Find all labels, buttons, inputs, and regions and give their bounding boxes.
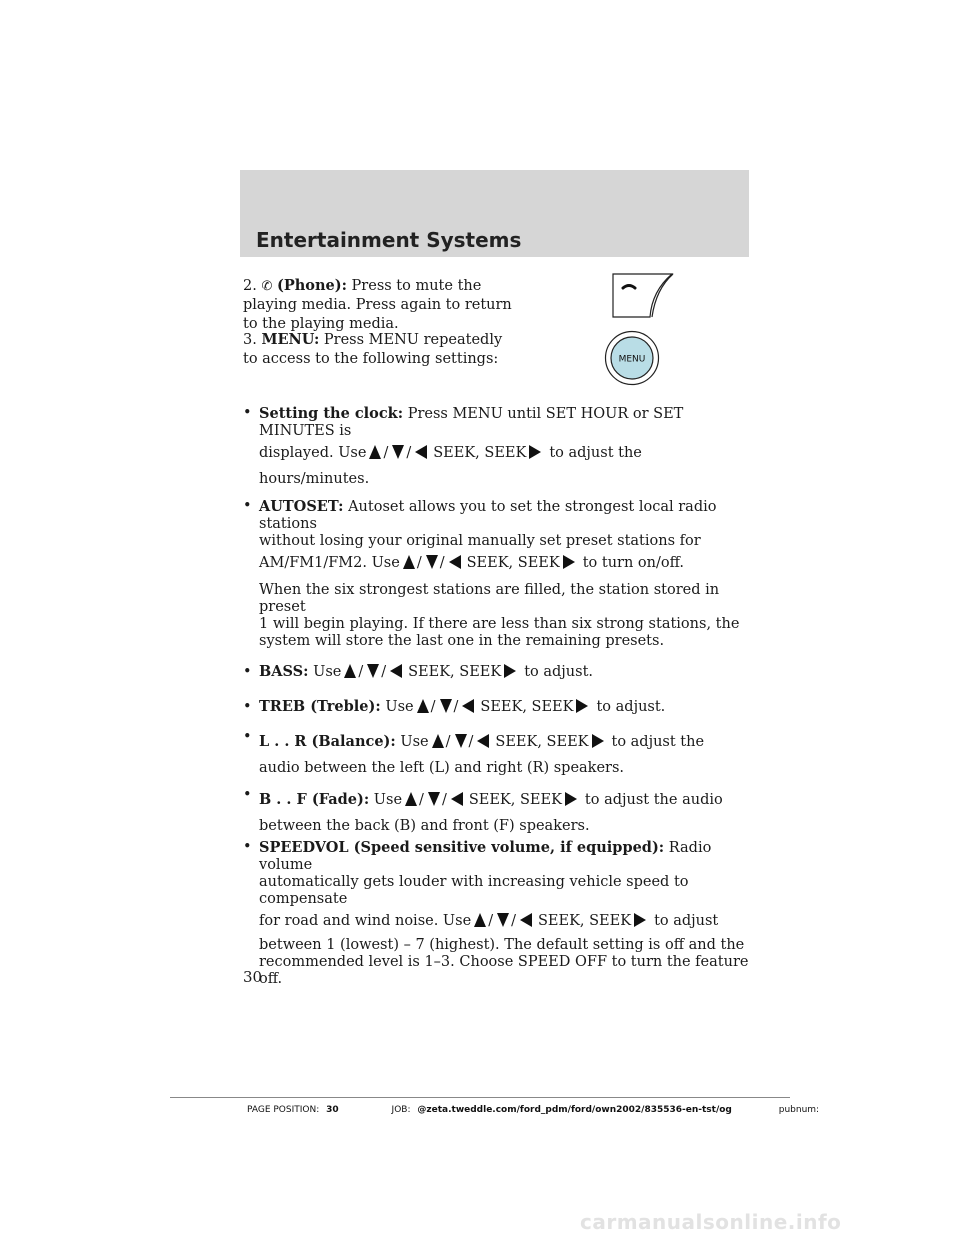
menu-knob-label: MENU bbox=[618, 354, 646, 365]
clock-text-2: displayed. Use bbox=[259, 445, 367, 461]
list-item-speedvol: • SPEEDVOL (Speed sensitive volume, if equipped): Radio volume automatically gets louder with increasing vehicle speed to compensate for road and wind noise. Use / / SEEK, SEEK to adjust between 1 (lowest) – 7 (highest). The default setting is off and the recommended level is 1–3. Choose SPEED OFF to turn the feature off. bbox=[243, 839, 753, 988]
seek-text: SEEK, SEEK bbox=[466, 555, 560, 571]
up-arrow-icon bbox=[403, 555, 415, 569]
seek-right-icon bbox=[592, 734, 604, 748]
list-item-balance: • L . . R (Balance): Use / / SEEK, SEEK to adjust the audio between the left (L) and right (R) speakers. bbox=[243, 729, 753, 781]
balance-text: to adjust the bbox=[611, 734, 705, 750]
up-arrow-icon bbox=[369, 445, 381, 459]
seek-left-icon bbox=[462, 699, 474, 713]
watermark: carmanualsonline.info bbox=[580, 1210, 842, 1234]
footer-divider bbox=[170, 1097, 790, 1098]
clock-text-4: hours/minutes. bbox=[259, 471, 370, 487]
autoset-text-4: to turn on/off. bbox=[582, 555, 684, 571]
autoset-label: AUTOSET: bbox=[259, 498, 344, 515]
speedvol-text-6: recommended level is 1–3. Choose SPEED OFF to turn the feature off. bbox=[259, 954, 749, 987]
up-arrow-icon bbox=[417, 699, 429, 713]
autoset-note: When the six strongest stations are filled, the station stored in preset bbox=[259, 582, 720, 615]
menu-item-number: 3. bbox=[243, 332, 257, 348]
fade-use: Use bbox=[373, 792, 403, 808]
seek-text: SEEK, SEEK bbox=[408, 664, 502, 680]
phone-item-number: 2. bbox=[243, 278, 257, 294]
treble-use: Use bbox=[385, 699, 414, 715]
menu-knob-illustration bbox=[604, 330, 660, 386]
seek-text: SEEK, SEEK bbox=[480, 699, 574, 715]
down-arrow-icon bbox=[440, 699, 452, 713]
seek-left-icon bbox=[415, 445, 427, 459]
speedvol-label: SPEEDVOL (Speed sensitive volume, if equipped): bbox=[259, 839, 665, 856]
clock-label: Setting the clock: bbox=[259, 405, 404, 422]
phone-item-text-3: to the playing media. bbox=[243, 316, 399, 332]
list-item-clock: • Setting the clock: Press MENU until SET HOUR or SET MINUTES is displayed. Use / / SEEK, SEEK to adjust the hours/minutes. bbox=[243, 405, 753, 492]
clock-text: Press MENU until SET HOUR or SET MINUTES is bbox=[259, 406, 684, 439]
seek-left-icon bbox=[477, 734, 489, 748]
footer-page-position-label: PAGE POSITION: bbox=[247, 1105, 320, 1115]
down-arrow-icon bbox=[428, 792, 440, 806]
seek-text: SEEK, SEEK bbox=[537, 913, 632, 929]
phone-item-label: (Phone): bbox=[276, 277, 347, 294]
handset-icon bbox=[623, 286, 635, 289]
down-arrow-icon bbox=[367, 664, 379, 678]
seek-text: SEEK, SEEK bbox=[433, 445, 527, 461]
list-item-treble: • TREB (Treble): Use / / SEEK, SEEK to adjust. bbox=[243, 698, 666, 715]
fade-text: to adjust the audio bbox=[584, 792, 723, 808]
bass-text: to adjust. bbox=[524, 664, 594, 680]
seek-right-icon bbox=[576, 699, 588, 713]
phone-button-illustration bbox=[612, 273, 684, 318]
section-title: Entertainment Systems bbox=[256, 228, 522, 252]
settings-list bbox=[243, 405, 753, 988]
menu-item-text: Press MENU repeatedly bbox=[323, 332, 503, 348]
menu-item bbox=[243, 330, 513, 369]
seek-right-icon bbox=[565, 792, 577, 806]
footer-pubnum-label: pubnum: bbox=[778, 1105, 820, 1115]
up-arrow-icon bbox=[344, 664, 356, 678]
seek-left-icon bbox=[520, 913, 532, 927]
page-number: 30 bbox=[243, 968, 263, 986]
speedvol-text-5: between 1 (lowest) – 7 (highest). The default setting is off and the bbox=[259, 937, 745, 953]
down-arrow-icon bbox=[497, 913, 509, 927]
autoset-text: Autoset allows you to set the strongest local radio stations bbox=[259, 499, 717, 532]
footer-page-position-value: 30 bbox=[326, 1105, 339, 1115]
fade-text-2: between the back (B) and front (F) speakers. bbox=[259, 818, 590, 834]
up-arrow-icon bbox=[405, 792, 417, 806]
bass-label: BASS: bbox=[259, 663, 309, 680]
seek-left-icon bbox=[390, 664, 402, 678]
print-footer bbox=[247, 1105, 819, 1115]
autoset-text-3: AM/FM1/FM2. Use bbox=[259, 555, 400, 571]
bass-use: Use bbox=[313, 664, 342, 680]
treble-label: TREB (Treble): bbox=[259, 698, 381, 715]
down-arrow-icon bbox=[426, 555, 438, 569]
list-item-fade: • B . . F (Fade): Use / / SEEK, SEEK to adjust the audio between the back (B) and front (F) speakers. bbox=[243, 787, 753, 839]
phone-icon: ✆ bbox=[261, 279, 273, 294]
phone-item bbox=[243, 276, 513, 334]
up-arrow-icon bbox=[474, 913, 486, 927]
balance-use: Use bbox=[400, 734, 429, 750]
fade-label: B . . F (Fade): bbox=[259, 791, 370, 808]
treble-text: to adjust. bbox=[596, 699, 666, 715]
menu-item-text-2: to access to the following settings: bbox=[243, 351, 499, 367]
clock-text-3: to adjust the bbox=[549, 445, 642, 461]
speedvol-text: Radio volume bbox=[259, 840, 712, 873]
speedvol-text-3: for road and wind noise. Use bbox=[259, 913, 472, 929]
phone-item-text: Press to mute the bbox=[351, 278, 482, 294]
down-arrow-icon bbox=[392, 445, 404, 459]
autoset-text-2: without losing your original manually set preset stations for bbox=[259, 533, 701, 549]
down-arrow-icon bbox=[455, 734, 467, 748]
seek-text: SEEK, SEEK bbox=[468, 792, 562, 808]
speedvol-text-4: to adjust bbox=[654, 913, 719, 929]
footer-job-label: JOB: bbox=[391, 1105, 411, 1115]
seek-text: SEEK, SEEK bbox=[495, 734, 589, 750]
seek-right-icon bbox=[504, 664, 516, 678]
balance-label: L . . R (Balance): bbox=[259, 733, 396, 750]
autoset-note-2: 1 will begin playing. If there are less than six strong stations, the bbox=[259, 616, 740, 632]
seek-left-icon bbox=[451, 792, 463, 806]
footer-job-value: @zeta.tweddle.com/ford_pdm/ford/own2002/835536-en-tst/og bbox=[417, 1105, 732, 1115]
menu-item-label: MENU: bbox=[261, 331, 320, 348]
up-arrow-icon bbox=[432, 734, 444, 748]
balance-text-2: audio between the left (L) and right (R) speakers. bbox=[259, 760, 625, 776]
speedvol-text-2: automatically gets louder with increasing vehicle speed to compensate bbox=[259, 874, 689, 907]
list-item-bass: • BASS: Use / / SEEK, SEEK to adjust. bbox=[243, 663, 594, 680]
phone-item-text-2: playing media. Press again to return bbox=[243, 297, 512, 313]
seek-left-icon bbox=[449, 555, 461, 569]
seek-right-icon bbox=[634, 913, 646, 927]
seek-right-icon bbox=[563, 555, 575, 569]
autoset-note-3: system will store the last one in the remaining presets. bbox=[259, 633, 665, 649]
list-item-autoset: • AUTOSET: Autoset allows you to set the strongest local radio stations without losing your original manually set preset stations for AM/FM1/FM2. Use / / SEEK, SEEK to turn on/off. When the six strongest stations are filled, the station stored in preset 1 will begin playing. If there are less than six strong stations, the system will store the last one in the remaining presets. bbox=[243, 498, 753, 650]
seek-right-icon bbox=[529, 445, 541, 459]
